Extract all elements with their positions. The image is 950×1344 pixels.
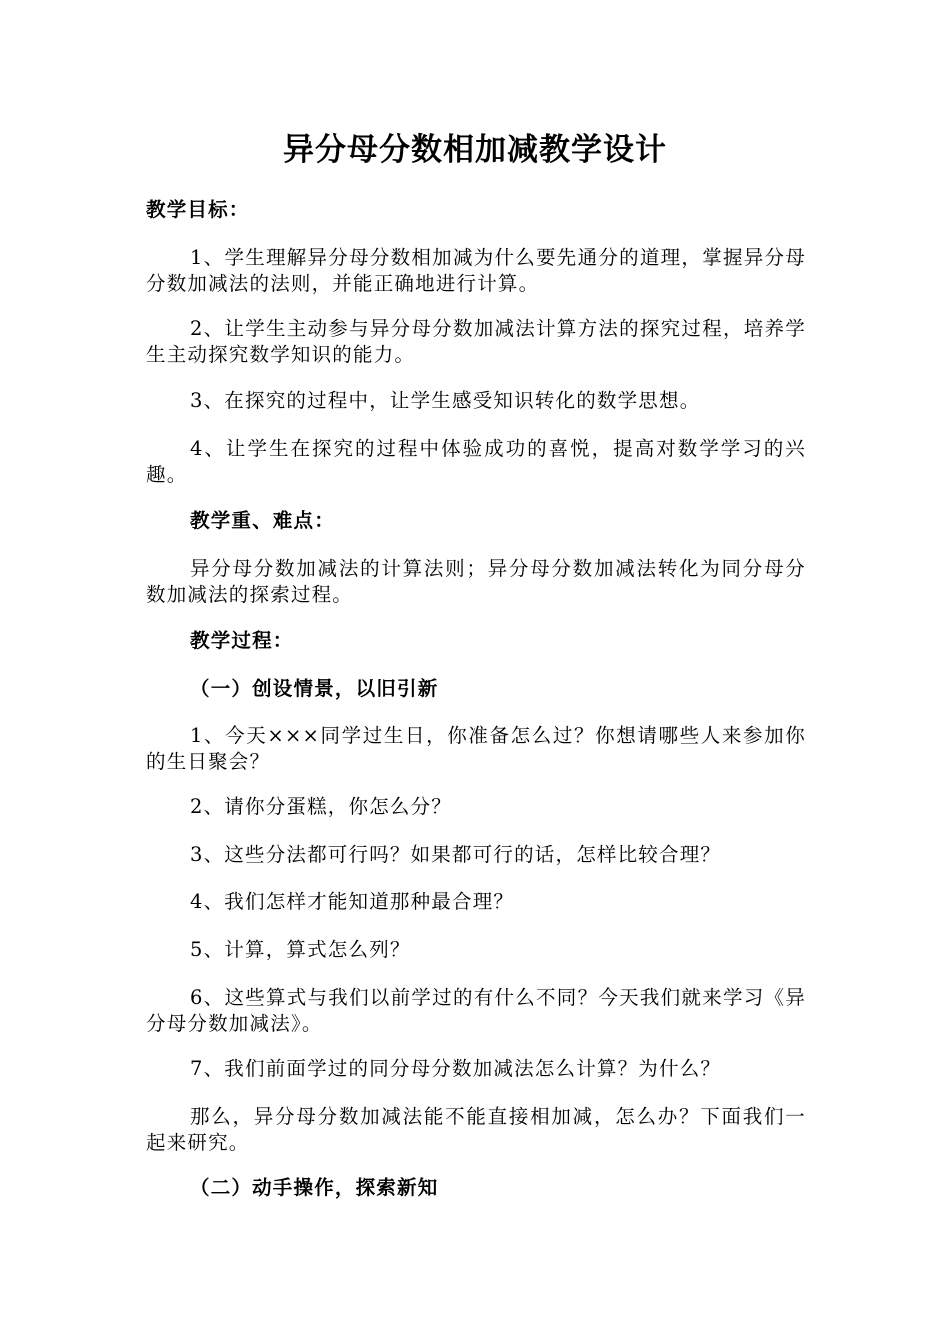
objectives-heading: 教学目标： [146,198,250,221]
section1-item-6: 6、这些算式与我们以前学过的有什么不同？今天我们就来学习《异分母分数加减法》。 [146,986,806,1035]
objective-item-2: 2、让学生主动参与异分母分数加减法计算方法的探究过程，培养学生主动探究数学知识的能力。 [146,317,806,366]
section1-heading: （一）创设情景，以旧引新 [190,677,439,700]
objective-item-4: 4、让学生在探究的过程中体验成功的喜悦，提高对数学学习的兴趣。 [146,437,806,486]
section1-item-2: 2、请你分蛋糕，你怎么分？ [190,795,453,818]
section1-item-1: 1、今天×××同学过生日，你准备怎么过？你想请哪些人来参加你的生日聚会？ [146,724,806,773]
key-points-heading: 教学重、难点： [190,509,335,532]
objective-item-3: 3、在探究的过程中，让学生感受知识转化的数学思想。 [190,389,701,412]
section1-item-3: 3、这些分法都可行吗？如果都可行的话，怎样比较合理？ [190,843,722,866]
document-title: 异分母分数相加减教学设计 [283,132,667,168]
section1-item-4: 4、我们怎样才能知道那种最合理？ [190,890,515,913]
process-heading: 教学过程： [190,629,294,652]
section1-item-5: 5、计算，算式怎么列？ [190,938,411,961]
section2-heading: （二）动手操作，探索新知 [190,1176,439,1199]
section1-item-7: 7、我们前面学过的同分母分数加减法怎么计算？为什么？ [190,1057,722,1080]
objective-item-1: 1、学生理解异分母分数相加减为什么要先通分的道理，掌握异分母分数加减法的法则，并能正确地进行计算。 [146,246,806,295]
section1-closing: 那么，异分母分数加减法能不能直接相加减，怎么办？下面我们一起来研究。 [146,1105,806,1154]
key-points-text: 异分母分数加减法的计算法则；异分母分数加减法转化为同分母分数加减法的探索过程。 [146,557,806,606]
